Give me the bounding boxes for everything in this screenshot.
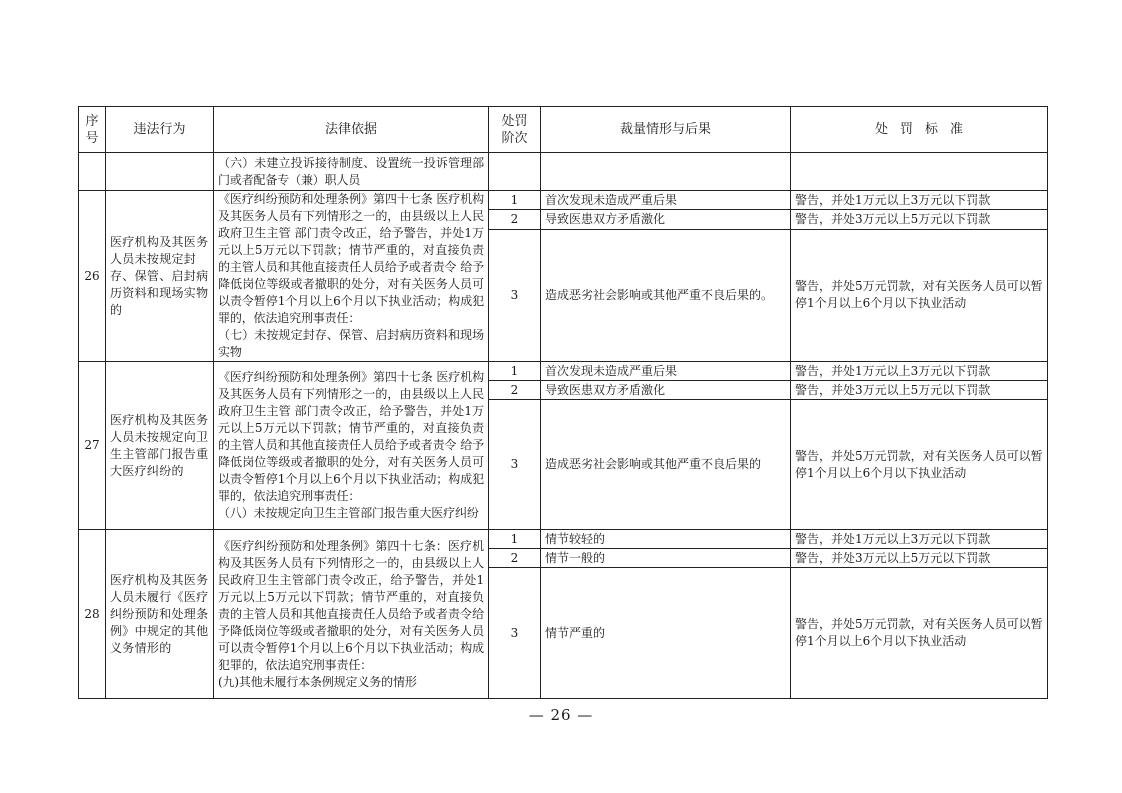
penalty-level: 2 [489,210,541,229]
circumstance: 情节较轻的 [541,530,791,549]
legal-basis [214,530,489,699]
penalty-standard: 警告，并处3万元以上5万元以下罚款 [791,381,1048,400]
header-act: 违法行为 [106,107,214,153]
row-number: 26 [79,191,106,362]
circumstance: 造成恶劣社会影响或其他严重不良后果的。 [541,229,791,361]
penalty-level: 3 [489,400,541,530]
header-seq: 序 号 [79,107,106,153]
circumstance: 造成恶劣社会影响或其他严重不良后果的 [541,400,791,530]
legal-basis-item: （七）未按规定封存、保管、启封病历资料和现场实物 [218,328,484,359]
circumstance: 首次发现未造成严重后果 [541,191,791,210]
header-row [79,107,1048,153]
penalty-level: 2 [489,381,541,400]
penalty-level: 3 [489,229,541,361]
row-number: 27 [79,362,106,530]
penalty-level: 1 [489,530,541,549]
penalty-standard: 警告，并处5万元罚款，对有关医务人员可以暂停1个月以上6个月以下执业活动 [791,568,1048,699]
legal-basis-text: 《医疗纠纷预防和处理条例》第四十七条 医疗机构及其医务人员有下列情形之一的，由县级以上人民政府卫生主管 部门责令改正，给予警告，并处1万元以上5万元以下罚款；情节严重的，对直接负责的主管人员和其他直接责任人员给予或者责令 给予降低岗位等级或者撤职的处分，对有关医务人员可以责令暂停1个月以上6个月以下执业活动；构成犯罪的，依法追究刑事责任： [218,370,484,503]
legal-basis-text: 《医疗纠纷预防和处理条例》第四十七条 医疗机构及其医务人员有下列情形之一的，由县级以上人民政府卫生主管 部门责令改正，给予警告，并处1万元以上5万元以下罚款；情节严重的，对直接负责的主管人员和其他直接责任人员给予或者责令 给予降低岗位等级或者撤职的处分，对有关医务人员可以责令暂停1个月以上6个月以下执业活动；构成犯罪的，依法追究刑事责任： [218,192,484,325]
penalty-level: 2 [489,549,541,568]
continuation-basis: （六）未建立投诉接待制度、设置统一投诉管理部门或者配备专（兼）职人员 [214,153,489,191]
circumstance: 导致医患双方矛盾激化 [541,381,791,400]
table-row [79,530,1048,549]
violation-act: 医疗机构及其医务人员未按规定封存、保管、启封病历资料和现场实物的 [106,191,214,362]
header-standard: 处罚标准 [791,107,1048,153]
table-row [79,191,1048,210]
header-basis: 法律依据 [214,107,489,153]
penalty-standard: 警告，并处1万元以上3万元以下罚款 [791,530,1048,549]
penalty-standard: 警告，并处3万元以上5万元以下罚款 [791,549,1048,568]
penalty-standard: 警告，并处3万元以上5万元以下罚款 [791,210,1048,229]
penalty-level: 1 [489,191,541,210]
legal-basis-item: （八）未按规定向卫生主管部门报告重大医疗纠纷 [218,506,479,520]
circumstance: 导致医患双方矛盾激化 [541,210,791,229]
penalty-standard: 警告，并处5万元罚款，对有关医务人员可以暂停1个月以上6个月以下执业活动 [791,229,1048,361]
circumstance: 首次发现未造成严重后果 [541,362,791,381]
page-number: — 26 — [528,706,594,724]
header-level: 处罚 阶次 [489,107,541,153]
header-circumstance: 裁量情形与后果 [541,107,791,153]
row-number: 28 [79,530,106,699]
penalty-standards-table [78,106,1048,699]
continuation-row [79,153,1048,191]
legal-basis-item: (九)其他未履行本条例规定义务的情形 [218,674,417,689]
penalty-standard: 警告，并处1万元以上3万元以下罚款 [791,191,1048,210]
table-row [79,362,1048,381]
circumstance: 情节严重的 [541,568,791,699]
penalty-standard: 警告，并处5万元罚款，对有关医务人员可以暂停1个月以上6个月以下执业活动 [791,400,1048,530]
penalty-standard: 警告，并处1万元以上3万元以下罚款 [791,362,1048,381]
violation-act: 医疗机构及其医务人员未履行《医疗纠纷预防和处理条例》中规定的其他义务情形的 [106,530,214,699]
legal-basis-text: 《医疗纠纷预防和处理条例》第四十七条：医疗机构及其医务人员有下列情形之一的，由县级以上人民政府卫生主管部门责令改正，给予警告，并处1万元以上5万元以下罚款；情节严重的，对直接负责的主管人员和其他直接责任人员给予或者责令给予降低岗位等级或者撤职的处分，对有关医务人员可以责令暂停1个月以上6个月以下执业活动；构成犯罪的，依法追究刑事责任： [218,538,484,672]
legal-basis [214,191,489,362]
penalty-level: 3 [489,568,541,699]
violation-act: 医疗机构及其医务人员未按规定向卫生主管部门报告重大医疗纠纷的 [106,362,214,530]
circumstance: 情节一般的 [541,549,791,568]
penalty-level: 1 [489,362,541,381]
legal-basis [214,362,489,530]
